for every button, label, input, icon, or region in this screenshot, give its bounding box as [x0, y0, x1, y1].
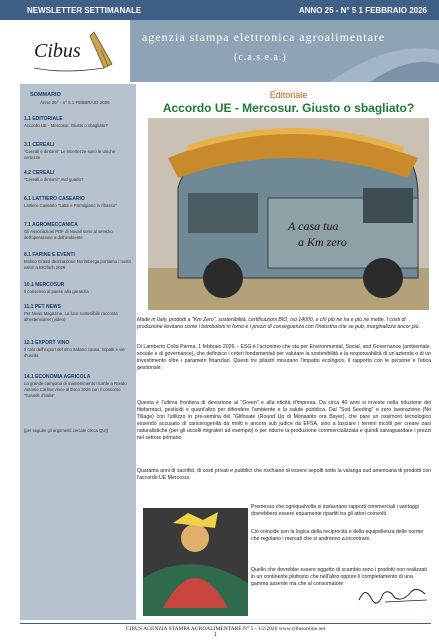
article-paragraph: Premesso che ogniqualvolta si instaurano rapporti commerciali i vantaggi dovrebbero essere equamente ripartiti tra gli attori coinvolti.	[251, 504, 419, 517]
toc-item[interactable]	[24, 340, 132, 359]
toc-item-heading: 12.1 EXPORT VINO	[24, 340, 70, 346]
toc-item-heading: 8.1 FARINE E EVENTI	[24, 252, 75, 258]
top-banner	[0, 0, 439, 20]
toc-item-text: La grande campana di mantenimento riconfe a Rondo Antonio Carlino vince al Esco 2026 con il concorso "Grande d'Italia"	[24, 381, 127, 398]
toc-item-heading: 6.1 LATTIERO CASEARIO	[24, 196, 85, 202]
toc-item[interactable]	[24, 374, 132, 399]
footer-text: CIBUS AGENZIA STAMPA AGROALIMENTARE N° 5 - 1/2/2026 www.cibusonline.net	[125, 626, 326, 632]
toc-item[interactable]	[24, 170, 132, 183]
toc-item-text: Lattiero Caseario "Latte e Parmigiano in ribasso"	[24, 203, 117, 208]
toc-item[interactable]	[24, 142, 132, 161]
toc-item-text: "Cereali e dintorni" Le incertezze sono le uniche certezze	[24, 149, 116, 160]
issue-label: ANNO 25 - N° 5 1 FEBBRAIO 2026	[298, 6, 427, 15]
article-headline: Accordo UE - Mercosur. Giusto o sbagliato?	[162, 101, 415, 115]
toc-item-heading: 4.2 CEREALI	[24, 170, 55, 176]
toc-item[interactable]	[24, 282, 132, 295]
table-of-contents	[20, 84, 136, 620]
cibus-logo	[24, 28, 120, 78]
toc-subtitle: Anno 25° - n° 5 1 FEBBRAIO 2026	[40, 100, 110, 105]
toc-item-heading: 10.1 MERCOSUR	[24, 282, 65, 288]
article-kicker: Editoriale	[269, 90, 308, 100]
toc-item-text: Accordo UE - Mercosur. Giusto o sbagliato?	[24, 123, 108, 128]
toc-footer-link[interactable]: (per seguire gli argomenti cercate clicca QUI)	[24, 428, 109, 433]
toc-item[interactable]	[24, 116, 132, 129]
toc-item[interactable]	[24, 222, 132, 241]
photo-caption: Made in Italy, prodotti a "Km Zero", sostenibilità, certificazioni BIO, iso 14000, e chi più ne ha e più ne mette. I costi di produzione lievitano come i bomboloni in forno e i prezzi di conseguenza con l'industria che se pub, marginalizza ancor più.	[137, 317, 421, 330]
article-paragraph: Quello che dovrebbe essere oggetto di scambio sono i prodotti non realizzati in un continente piuttosto che nell'altro oppure il completamento di una gamma assente ma che al consumatore	[251, 567, 427, 587]
page-number: 1	[214, 632, 217, 638]
agency-name: agenzia stampa elettronica agroalimentare	[142, 30, 386, 44]
toc-item-text: Il calo dell'export del vino italiano causa, impatti e vie d'uscita	[24, 347, 125, 358]
toc-item[interactable]	[24, 304, 132, 323]
article-paragraph: Ciò coincide con la logica della reciprocità e della equipollenza delle norme che regolano i mercati che si andranno a incontrare.	[251, 529, 424, 542]
toc-item-heading: 11.1 PET NEWS	[24, 304, 61, 310]
agency-acronym: (c.a.s.e.a.)	[234, 52, 287, 63]
photo-sign-text: A casa tua a Km zero	[288, 219, 347, 249]
logo-text: Cibus	[34, 40, 81, 62]
toc-item-text: Il consenso al paese alla garanzia	[24, 289, 89, 294]
toc-title: SOMMARIO	[30, 92, 61, 98]
article-paragraph: Quaranta anni di sacrifici, di costi privati e pubblici che rischiano di essere sepolti sotto la valanga sud americana di prodotti con l'accordo UE Mercosur.	[137, 468, 431, 481]
article-photo	[148, 118, 429, 310]
author-signature	[355, 580, 430, 608]
toc-item-heading: 3.1 CEREALI	[24, 142, 55, 148]
toc-item-heading: 14.1 ECONOMIA AGRICOLA	[24, 374, 91, 380]
article-paragraph: Questa è l'ultima frontiera di devozione al "Green" e alla eticità d'impresa. Da circa 40 anni si investe nella riduzione dei fitofarmaci, pesticidi e quant'altro per difendere l'ambiente e la salute pubblica. Dal "Sod Seeding" o zero lavorazione (No Tillage) con l'utilizzo in pre-semina del "Glifosate (Round Up di Monsanto ora Bayer), che pare un ossimoro tecnologico essendo accusato di cancerogenità da molti e ancora sub judice da EFSA, sino a lasciare i terreni incolti per creare oasi naturalistiche (per gli uccelli migratori ad esempio) o per ridurre la produzione commercializzata e quindi salvaguardare i prezzi nel settore primario.	[137, 400, 431, 441]
footer-divider	[20, 623, 431, 624]
toc-item[interactable]	[24, 196, 132, 209]
toc-item-text: Molino Grassi destinazione Norimberga portiamo i nostri valori a BIOfach 2026	[24, 259, 131, 270]
toc-item-text: "Cereali e dintorni" Avd guado?	[24, 177, 84, 182]
toc-item-text: Gli Associazioni PDF di Novati sono al servizio dell'operazione a dell'ambiente	[24, 229, 113, 240]
toc-item[interactable]	[24, 252, 132, 271]
illustration	[143, 508, 248, 616]
toc-item-heading: 1.1 EDITORIALE	[24, 116, 63, 122]
article-paragraph: Di Lamberto Colla Parma, 1 febbraio 2026. - ESG è l'acronimo che sta per Environmental, Social, and Governance (ambientale, sociale e di governance), che definisce i criteri fondamentali per valutare la sostenibilità e la responsabilità di un'azienda o di un investimento oltre i parametri finanziari. Questi tre pilastri misurano l'impatto ecologico, il rapporto con le persone e l'etica gestionale.	[137, 344, 431, 371]
toc-item-heading: 7.1 AGROMECCANICA	[24, 222, 78, 228]
newsletter-label: NEWSLETTER SETTIMANALE	[27, 6, 142, 15]
toc-item-text: Pet News Magazine. La luce sostenibile racconta all'estensione! (video)	[24, 311, 118, 322]
